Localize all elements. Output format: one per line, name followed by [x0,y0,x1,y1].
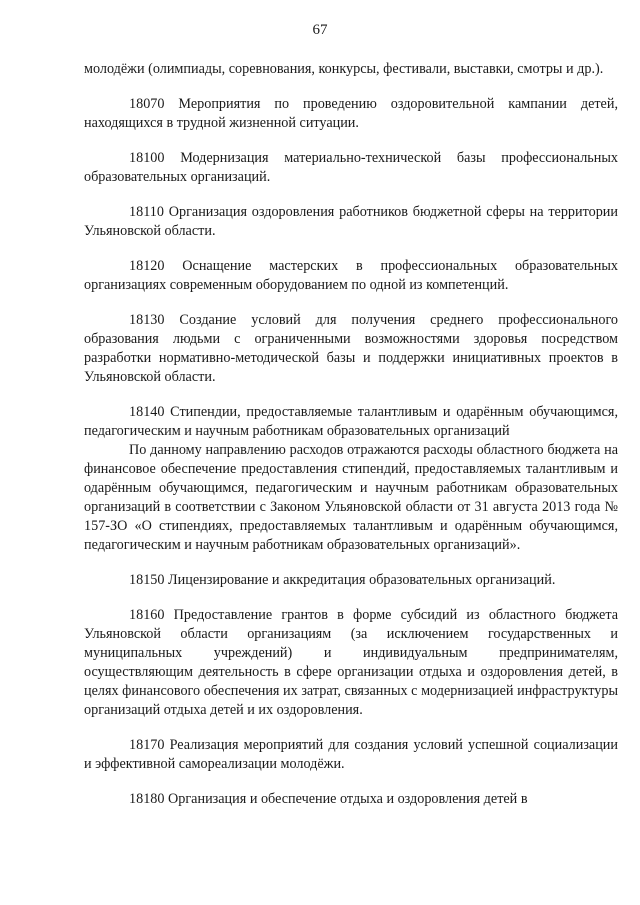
paragraph-18100: 18100 Модернизация материально-технической базы профессиональных образовательных организаций. [84,150,618,185]
paragraph-youth-events: молодёжи (олимпиады, соревнования, конкурсы, фестивали, выставки, смотры и др.). [84,61,604,77]
paragraph-18110: 18110 Организация оздоровления работников бюджетной сферы на территории Ульяновской области. [84,204,618,239]
paragraph-18170: 18170 Реализация мероприятий для создания условий успешной социализации и эффективной самореализации молодёжи. [84,737,618,772]
paragraph-18120: 18120 Оснащение мастерских в профессиональных образовательных организациях современным оборудованием по одной из компетенций. [84,258,618,293]
paragraph-18070: 18070 Мероприятия по проведению оздоровительной кампании детей, находящихся в трудной жизненной ситуации. [84,96,618,131]
paragraph-18140-description: По данному направлению расходов отражаются расходы областного бюджета на финансовое обеспечение предоставления стипендий, предоставляемых талантливым и одарённым обучающимся, педагогическим и научным работникам образовательных организаций в соответствии с Законом Ульяновской области от 31 августа 2013 года № 157-ЗО «О стипендиях, предоставляемых талантливым и одарённым обучающимся, педагогическим и научным работникам образовательных организаций». [84,442,618,553]
paragraph-18160: 18160 Предоставление грантов в форме субсидий из областного бюджета Ульяновской области организациям (за исключением государственных и муниципальных учреждений) и индивидуальным предпринимателям, осуществляющим деятельность в сфере организации отдыха и оздоровления детей, в целях финансового обеспечения их затрат, связанных с модернизацией инфраструктуры организаций отдыха детей и их оздоровления. [84,607,618,718]
paragraph-18180: 18180 Организация и обеспечение отдыха и оздоровления детей в [129,791,528,807]
page-number: 67 [312,22,328,38]
paragraph-18150: 18150 Лицензирование и аккредитация образовательных организаций. [129,572,556,588]
paragraph-18130: 18130 Создание условий для получения среднего профессионального образования людьми с ограниченными возможностями здоровья посредством разработки нормативно-методической базы и поддержки инициативных проектов в Ульяновской области. [84,312,618,385]
document-body [84,60,618,809]
paragraph-18140: 18140 Стипендии, предоставляемые талантливым и одарённым обучающимся, педагогическим и научным работникам образовательных организаций [84,404,618,439]
